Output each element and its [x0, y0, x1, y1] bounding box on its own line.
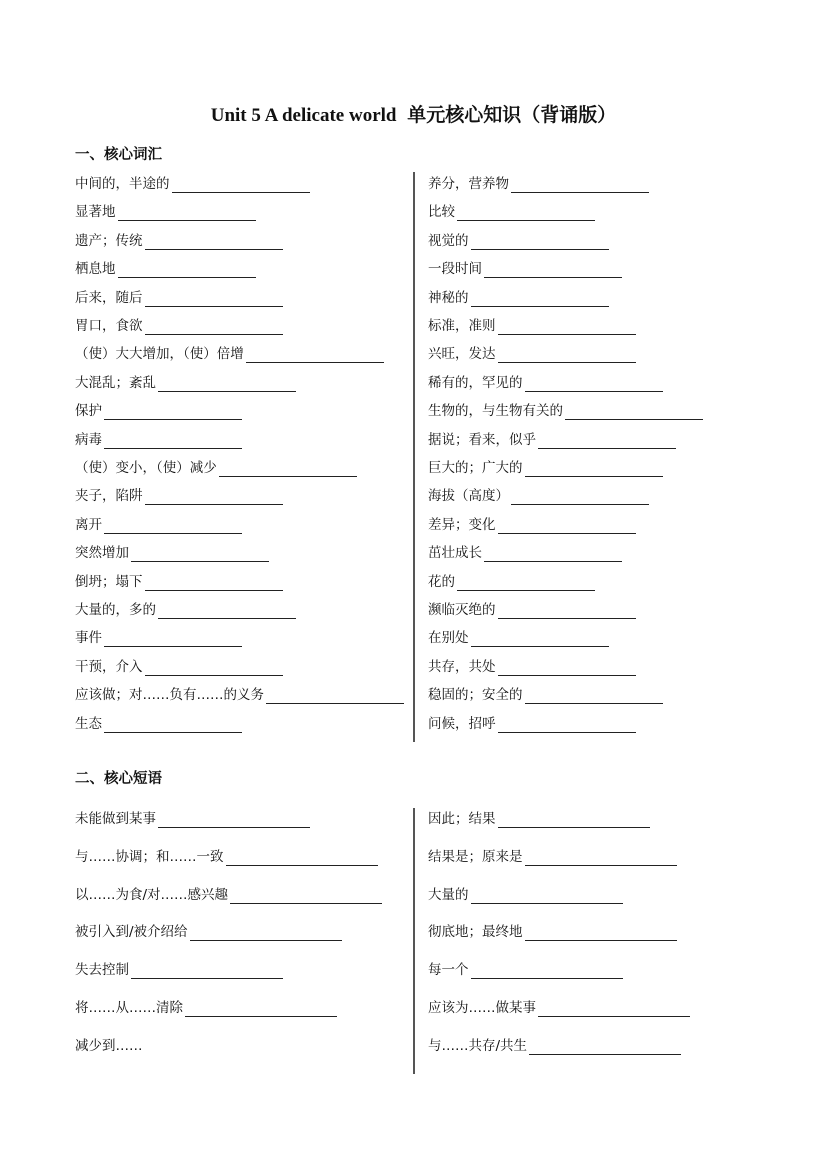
answer-blank[interactable] — [525, 926, 677, 941]
answer-blank[interactable] — [104, 718, 242, 733]
column-divider — [413, 808, 415, 1074]
item-label: 大量的 — [428, 886, 469, 903]
item-label: 遗产；传统 — [75, 232, 143, 249]
item-label: 病毒 — [75, 431, 102, 448]
list-item — [428, 374, 663, 392]
answer-blank[interactable] — [104, 405, 242, 420]
answer-blank[interactable] — [525, 851, 677, 866]
list-item — [75, 886, 382, 904]
list-item — [428, 345, 636, 363]
answer-blank[interactable] — [145, 292, 283, 307]
list-item — [75, 260, 256, 278]
answer-blank[interactable] — [131, 547, 269, 562]
list-item — [428, 431, 676, 449]
list-item — [428, 175, 649, 193]
list-item — [75, 1037, 143, 1055]
item-label: 一段时间 — [428, 261, 482, 278]
list-item — [75, 402, 242, 420]
list-item — [75, 544, 269, 562]
item-label: 以……为食/对……感兴趣 — [75, 886, 229, 903]
answer-blank[interactable] — [498, 813, 650, 828]
item-label: 干预，介入 — [75, 658, 143, 675]
answer-blank[interactable] — [471, 889, 623, 904]
list-item — [428, 544, 622, 562]
answer-blank[interactable] — [498, 604, 636, 619]
item-label: 后来，随后 — [75, 289, 143, 306]
answer-blank[interactable] — [498, 348, 636, 363]
list-item — [428, 629, 609, 647]
item-label: 神秘的 — [428, 289, 469, 306]
list-item — [75, 431, 242, 449]
item-label: 标准，准则 — [428, 318, 496, 334]
item-label: 彻底地；最终地 — [428, 924, 523, 941]
item-label: 中间的，半途的 — [75, 176, 170, 192]
answer-blank[interactable] — [457, 576, 595, 591]
title-chinese: 单元核心知识（背诵版） — [407, 104, 617, 126]
list-item — [75, 715, 242, 733]
item-label: 应该做；对……负有……的义务 — [75, 687, 264, 704]
list-item — [428, 402, 703, 420]
item-label: 大混乱；紊乱 — [75, 374, 156, 391]
item-label: 花的 — [428, 573, 455, 590]
answer-blank[interactable] — [484, 263, 622, 278]
item-label: 稀有的，罕见的 — [428, 374, 523, 391]
item-label: 问候，招呼 — [428, 715, 496, 732]
answer-blank[interactable] — [529, 1040, 681, 1055]
section-heading-phrases: 二、核心短语 — [75, 771, 162, 787]
item-label: 比较 — [428, 204, 455, 221]
list-item — [428, 999, 690, 1017]
item-label: 因此；结果 — [428, 811, 496, 827]
list-item — [75, 658, 283, 676]
item-label: （使）变小，（使）减少 — [75, 460, 217, 476]
list-item — [428, 715, 636, 733]
item-label: 结果是；原来是 — [428, 848, 523, 865]
answer-blank[interactable] — [158, 813, 310, 828]
list-item — [75, 573, 283, 591]
list-item — [75, 516, 242, 534]
answer-blank[interactable] — [246, 348, 384, 363]
list-item — [75, 810, 310, 828]
answer-blank[interactable] — [145, 576, 283, 591]
answer-blank[interactable] — [266, 689, 404, 704]
list-item — [428, 923, 677, 941]
item-label: 显著地 — [75, 204, 116, 221]
answer-blank[interactable] — [525, 462, 663, 477]
list-item — [75, 232, 283, 250]
list-item — [428, 317, 636, 335]
list-item — [428, 573, 595, 591]
answer-blank[interactable] — [498, 320, 636, 335]
list-item — [75, 374, 296, 392]
item-label: 生物的，与生物有关的 — [428, 403, 563, 420]
list-item — [428, 203, 595, 221]
item-label: 兴旺，发达 — [428, 346, 496, 363]
item-label: 胃口，食欲 — [75, 318, 143, 334]
column-divider — [413, 172, 415, 742]
item-label: 夹子，陷阱 — [75, 488, 143, 505]
item-label: 减少到…… — [75, 1037, 143, 1054]
answer-blank[interactable] — [498, 519, 636, 534]
item-label: 失去控制 — [75, 962, 129, 979]
list-item — [428, 232, 609, 250]
item-label: 共存，共处 — [428, 658, 496, 675]
list-item — [428, 686, 663, 704]
item-label: 栖息地 — [75, 261, 116, 278]
list-item — [75, 686, 404, 704]
list-item — [428, 1037, 681, 1055]
list-item — [428, 459, 663, 477]
page-title — [0, 100, 827, 127]
list-item — [428, 516, 636, 534]
answer-blank[interactable] — [158, 604, 296, 619]
answer-blank[interactable] — [511, 178, 649, 193]
item-label: 巨大的；广大的 — [428, 460, 523, 476]
answer-blank[interactable] — [145, 661, 283, 676]
list-item — [75, 999, 337, 1017]
item-label: 在别处 — [428, 630, 469, 647]
item-label: 与……协调；和……一致 — [75, 848, 224, 865]
list-item — [428, 658, 636, 676]
list-item — [75, 289, 283, 307]
list-item — [75, 203, 256, 221]
item-label: 海拔（高度） — [428, 488, 509, 505]
item-label: 濒临灭绝的 — [428, 602, 496, 618]
list-item — [75, 317, 283, 335]
item-label: 茁壮成长 — [428, 545, 482, 562]
item-label: 事件 — [75, 630, 102, 647]
list-item — [75, 629, 242, 647]
item-label: （使）大大增加，（使）倍增 — [75, 346, 244, 363]
list-item — [428, 487, 649, 505]
answer-blank[interactable] — [226, 851, 378, 866]
answer-blank[interactable] — [230, 889, 382, 904]
list-item — [75, 923, 342, 941]
item-label: 被引入到/被介绍给 — [75, 924, 188, 941]
answer-blank[interactable] — [484, 547, 622, 562]
item-label: 与……共存/共生 — [428, 1037, 528, 1054]
item-label: 稳固的；安全的 — [428, 687, 523, 704]
item-label: 大量的，多的 — [75, 602, 156, 618]
section-heading-vocabulary: 一、核心词汇 — [75, 147, 162, 163]
item-label: 每一个 — [428, 962, 469, 979]
item-label: 据说；看来，似乎 — [428, 431, 536, 448]
item-label: 应该为……做某事 — [428, 1000, 536, 1016]
list-item — [75, 487, 283, 505]
answer-blank[interactable] — [457, 206, 595, 221]
answer-blank[interactable] — [525, 377, 663, 392]
list-item — [75, 459, 357, 477]
list-item — [428, 886, 623, 904]
item-label: 视觉的 — [428, 232, 469, 249]
answer-blank[interactable] — [104, 434, 242, 449]
answer-blank[interactable] — [565, 405, 703, 420]
list-item — [428, 260, 622, 278]
answer-blank[interactable] — [511, 490, 649, 505]
list-item — [75, 961, 283, 979]
answer-blank[interactable] — [172, 178, 310, 193]
answer-blank[interactable] — [190, 926, 342, 941]
item-label: 保护 — [75, 403, 102, 420]
title-english: Unit 5 A delicate world — [210, 105, 397, 126]
list-item — [428, 810, 650, 828]
list-item — [428, 848, 677, 866]
answer-blank[interactable] — [471, 235, 609, 250]
item-label: 生态 — [75, 715, 102, 732]
answer-blank[interactable] — [158, 377, 296, 392]
answer-blank[interactable] — [471, 292, 609, 307]
list-item — [75, 601, 296, 619]
answer-blank[interactable] — [498, 661, 636, 676]
list-item — [428, 961, 623, 979]
item-label: 倒坍；塌下 — [75, 573, 143, 590]
answer-blank[interactable] — [118, 263, 256, 278]
item-label: 差异；变化 — [428, 516, 496, 533]
answer-blank[interactable] — [471, 964, 623, 979]
item-label: 突然增加 — [75, 545, 129, 562]
item-label: 将……从……清除 — [75, 1000, 183, 1016]
item-label: 未能做到某事 — [75, 811, 156, 827]
answer-blank[interactable] — [538, 1002, 690, 1017]
answer-blank[interactable] — [118, 206, 256, 221]
answer-blank[interactable] — [498, 718, 636, 733]
answer-blank[interactable] — [131, 964, 283, 979]
answer-blank[interactable] — [145, 320, 283, 335]
answer-blank[interactable] — [471, 632, 609, 647]
answer-blank[interactable] — [219, 462, 357, 477]
answer-blank[interactable] — [525, 689, 663, 704]
answer-blank[interactable] — [538, 434, 676, 449]
answer-blank[interactable] — [185, 1002, 337, 1017]
answer-blank[interactable] — [104, 519, 242, 534]
list-item — [75, 175, 310, 193]
answer-blank[interactable] — [145, 235, 283, 250]
item-label: 离开 — [75, 516, 102, 533]
answer-blank[interactable] — [145, 490, 283, 505]
list-item — [75, 345, 384, 363]
list-item — [428, 601, 636, 619]
list-item — [75, 848, 378, 866]
answer-blank[interactable] — [104, 632, 242, 647]
list-item — [428, 289, 609, 307]
item-label: 养分，营养物 — [428, 176, 509, 192]
